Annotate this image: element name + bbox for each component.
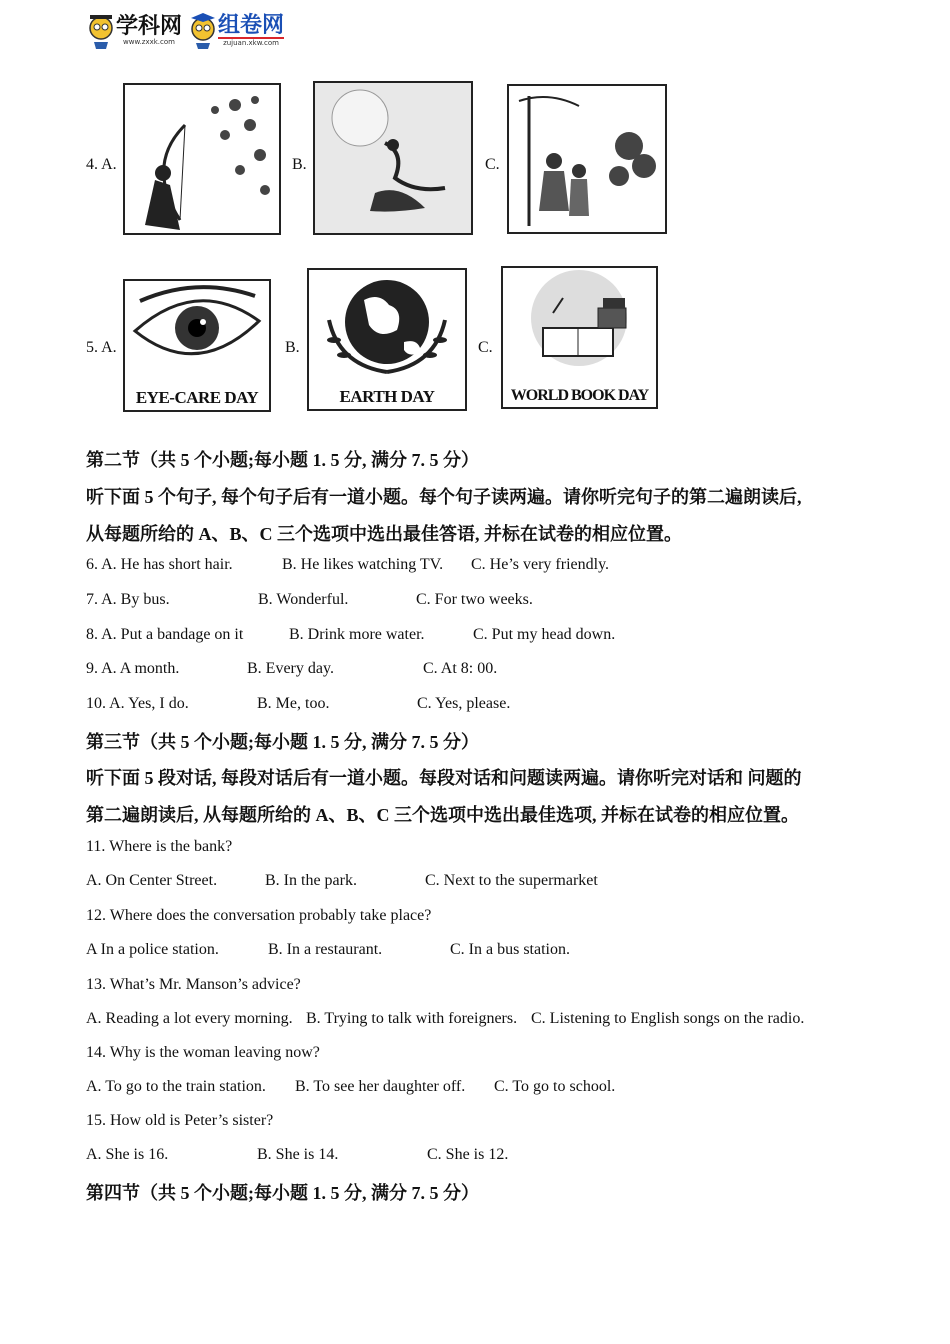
q5-option-c-image[interactable] (501, 266, 658, 409)
q11-option-c[interactable]: C. Next to the supermarket (425, 872, 598, 889)
q7-option-b[interactable]: B. Wonderful. (258, 591, 349, 608)
q7-option-a[interactable]: 7. A. By bus. (86, 591, 170, 608)
question-15-text: 15. How old is Peter’s sister? (86, 1112, 274, 1129)
q5-option-b-image[interactable] (307, 268, 467, 411)
archer-moon-picture-icon (125, 85, 279, 233)
q15-option-b[interactable]: B. She is 14. (257, 1146, 339, 1163)
q15-option-a[interactable]: A. She is 16. (86, 1146, 169, 1163)
q4-option-c-label: C. (485, 156, 500, 173)
mascot-icon (86, 12, 116, 50)
section3-instruction-line2: 第二遍朗读后, 从每题所给的 A、B、C 三个选项中选出最佳选项, 并标在试卷的相应位置。 (86, 805, 800, 825)
q5-option-a-image[interactable] (123, 279, 271, 412)
q4-option-c-image[interactable] (507, 84, 667, 234)
q4-option-b-image[interactable] (313, 81, 473, 235)
q14-option-c[interactable]: C. To go to school. (494, 1078, 616, 1095)
q8-option-b[interactable]: B. Drink more water. (289, 626, 425, 643)
q5-b-caption: EARTH DAY (339, 387, 435, 406)
section3-heading: 第三节（共 5 个小题;每小题 1. 5 分, 满分 7. 5 分） (86, 732, 479, 752)
q13-option-b[interactable]: B. Trying to talk with foreigners. (306, 1010, 518, 1027)
tree-people-picture-icon (509, 86, 665, 232)
section2-instruction-line2: 从每题所给的 A、B、C 三个选项中选出最佳答语, 并标在试卷的相应位置。 (86, 524, 683, 544)
question-14-text: 14. Why is the woman leaving now? (86, 1044, 320, 1061)
q12-option-a[interactable]: A In a police station. (86, 941, 219, 958)
q8-option-a[interactable]: 8. A. Put a bandage on it (86, 626, 244, 643)
q5-option-c-label: C. (478, 339, 493, 356)
section3-instruction-line1: 听下面 5 段对话, 每段对话后有一道小题。每段对话和问题读两遍。请你听完对话和 问题的 (86, 768, 802, 788)
q5-a-caption: EYE-CARE DAY (135, 388, 259, 407)
q10-option-b[interactable]: B. Me, too. (257, 695, 330, 712)
q4-option-b-label: B. (292, 156, 307, 173)
xuekewang-logo[interactable] (86, 12, 182, 50)
header-logos (86, 12, 284, 50)
logo1-url: www.zxxk.com (123, 38, 175, 46)
logo1-name: 学科网 (116, 14, 183, 39)
question-13-text: 13. What’s Mr. Manson’s advice? (86, 976, 301, 993)
q13-option-c[interactable]: C. Listening to English songs on the radio. (531, 1010, 805, 1027)
q14-option-a[interactable]: A. To go to the train station. (86, 1078, 266, 1095)
q5-option-b-label: B. (285, 339, 300, 356)
books-picture-icon (503, 268, 656, 380)
q5-number: 5. A. (86, 339, 117, 356)
q4-number: 4. A. (86, 156, 117, 173)
q7-option-c[interactable]: C. For two weeks. (416, 591, 533, 608)
q13-option-a[interactable]: A. Reading a lot every morning. (86, 1010, 293, 1027)
logo2-url: zujuan.xkw.com (223, 39, 279, 47)
q12-option-c[interactable]: C. In a bus station. (450, 941, 570, 958)
flying-lady-moon-picture-icon (315, 83, 471, 233)
section2-instruction-line1: 听下面 5 个句子, 每个句子后有一道小题。每个句子读两遍。请你听完句子的第二遍朗读后, (86, 487, 802, 507)
q6-option-c[interactable]: C. He’s very friendly. (471, 556, 610, 573)
q12-option-b[interactable]: B. In a restaurant. (268, 941, 383, 958)
q11-option-b[interactable]: B. In the park. (265, 872, 357, 889)
q6-option-a[interactable]: 6. A. He has short hair. (86, 556, 233, 573)
earth-picture-icon (309, 270, 465, 382)
q8-option-c[interactable]: C. Put my head down. (473, 626, 616, 643)
question-11-text: 11. Where is the bank? (86, 838, 233, 855)
zujuanwang-logo[interactable] (188, 12, 284, 50)
q14-option-b[interactable]: B. To see her daughter off. (295, 1078, 466, 1095)
q11-option-a[interactable]: A. On Center Street. (86, 872, 218, 889)
eye-picture-icon (125, 281, 269, 381)
mascot-icon (188, 12, 218, 50)
q9-option-c[interactable]: C. At 8: 00. (423, 660, 498, 677)
q15-option-c[interactable]: C. She is 12. (427, 1146, 509, 1163)
q10-option-a[interactable]: 10. A. Yes, I do. (86, 695, 189, 712)
q10-option-c[interactable]: C. Yes, please. (417, 695, 511, 712)
section4-heading: 第四节（共 5 个小题;每小题 1. 5 分, 满分 7. 5 分） (86, 1183, 479, 1203)
q9-option-a[interactable]: 9. A. A month. (86, 660, 180, 677)
logo2-name: 组卷网 (218, 13, 285, 38)
q9-option-b[interactable]: B. Every day. (247, 660, 334, 677)
q4-option-a-image[interactable] (123, 83, 281, 235)
question-12-text: 12. Where does the conversation probably take place? (86, 907, 432, 924)
q5-c-caption: WORLD BOOK DAY (510, 387, 649, 404)
section2-heading: 第二节（共 5 个小题;每小题 1. 5 分, 满分 7. 5 分） (86, 450, 479, 470)
q6-option-b[interactable]: B. He likes watching TV. (282, 556, 444, 573)
